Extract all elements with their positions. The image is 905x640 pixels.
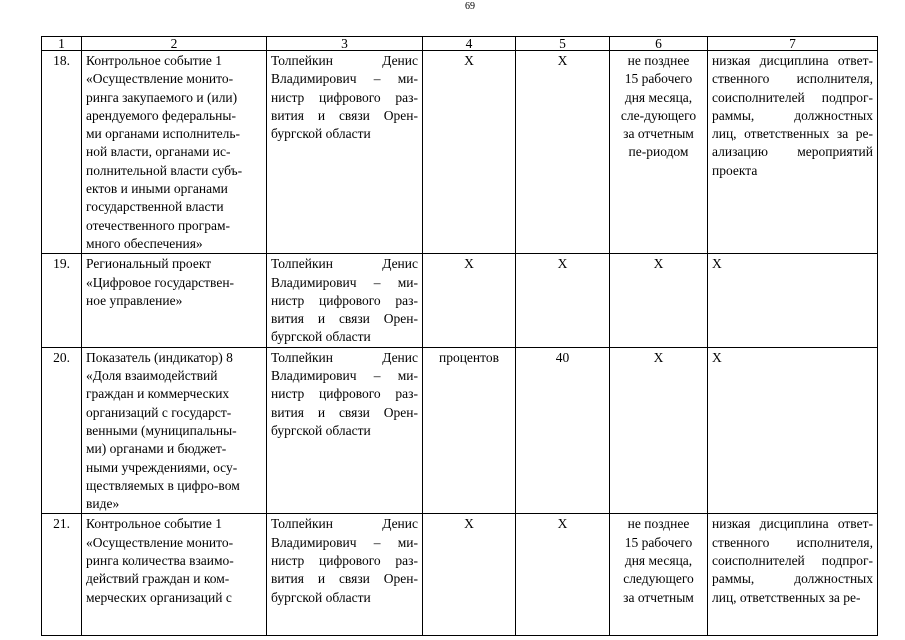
header-cell: 4 xyxy=(423,37,516,51)
cell-line: государственной власти xyxy=(86,199,224,215)
cell-line: Толпейкин Денис xyxy=(271,256,418,272)
risk-cell xyxy=(708,51,878,254)
cell-line: Х xyxy=(712,349,722,365)
cell-line: пе-риодом xyxy=(628,144,689,160)
cell-line: дня месяца, xyxy=(624,553,693,569)
cell-line: ми органами исполнитель- xyxy=(86,126,241,142)
unit-cell: Х xyxy=(423,51,516,254)
deadline-cell xyxy=(610,514,708,636)
responsible-person-cell xyxy=(267,51,423,254)
cell-line: вития и связи Орен- xyxy=(271,107,418,123)
cell-line: раммы, должностных xyxy=(712,107,873,123)
cell-line: ринга закупаемого и (или) xyxy=(86,89,238,105)
cell-line: бургской области xyxy=(271,126,371,142)
measures-table xyxy=(41,36,878,636)
cell-line: ственного исполнителя, xyxy=(712,534,873,550)
cell-line: Толпейкин Денис xyxy=(271,516,418,532)
cell-line: Региональный проект xyxy=(86,256,212,272)
cell-line: ринга количества взаимо- xyxy=(86,553,234,569)
value-cell: Х xyxy=(516,514,610,636)
cell-line: нистр цифрового раз- xyxy=(271,89,418,105)
cell-line: арендуемого федеральны- xyxy=(86,107,236,123)
cell-line: виде» xyxy=(86,496,120,512)
cell-line: низкая дисциплина ответ- xyxy=(712,516,873,532)
row-number-cell: 18. xyxy=(42,51,82,254)
cell-line: Х xyxy=(653,349,664,365)
cell-line: организаций с государст- xyxy=(86,404,232,420)
cell-line: следующего xyxy=(623,571,694,587)
row-number-cell: 21. xyxy=(42,514,82,636)
cell-line: бургской области xyxy=(271,329,371,345)
table-row xyxy=(42,254,878,347)
cell-line: не позднее xyxy=(627,53,690,68)
cell-line: вития и связи Орен- xyxy=(271,571,418,587)
unit-cell: Х xyxy=(423,254,516,347)
event-name-cell xyxy=(82,347,267,514)
cell-line: соисполнителей подпрог- xyxy=(712,553,873,569)
cell-line: ализацию мероприятий xyxy=(712,144,873,160)
value-cell: 40 xyxy=(516,347,610,514)
cell-line: ственного исполнителя, xyxy=(712,71,873,87)
risk-cell xyxy=(708,347,878,514)
cell-line: Х xyxy=(653,256,664,272)
responsible-person-cell xyxy=(267,347,423,514)
cell-line: Контрольное событие 1 xyxy=(86,53,223,68)
cell-line: вития и связи Орен- xyxy=(271,311,418,327)
cell-line: проекта xyxy=(712,162,758,178)
deadline-cell xyxy=(610,347,708,514)
responsible-person-cell xyxy=(267,254,423,347)
cell-line: бургской области xyxy=(271,422,371,438)
value-cell: Х xyxy=(516,254,610,347)
header-cell: 1 xyxy=(42,37,82,51)
event-name-cell xyxy=(82,51,267,254)
cell-line: Х xyxy=(712,256,722,272)
cell-line: ными учреждениями, осу- xyxy=(86,459,238,475)
cell-line: «Доля взаимодействий xyxy=(86,368,218,384)
unit-cell: процентов xyxy=(423,347,516,514)
unit-cell: Х xyxy=(423,514,516,636)
cell-line: Владимирович – ми- xyxy=(271,534,418,550)
page-number: 69 xyxy=(465,1,475,12)
cell-line: ществляемых в цифро-вом xyxy=(86,477,240,493)
cell-line: за отчетным xyxy=(623,589,694,605)
cell-line: 15 рабочего xyxy=(624,534,693,550)
cell-line: дня месяца, xyxy=(624,89,693,105)
table-row xyxy=(42,514,878,636)
table-row xyxy=(42,347,878,514)
cell-line: венными (муниципальны- xyxy=(86,422,237,438)
cell-line: бургской области xyxy=(271,589,371,605)
cell-line: не позднее xyxy=(627,516,690,532)
cell-line: ное управление» xyxy=(86,292,183,308)
cell-line: Контрольное событие 1 xyxy=(86,516,223,532)
header-cell: 7 xyxy=(708,37,878,51)
cell-line: соисполнителей подпрог- xyxy=(712,89,873,105)
cell-line: «Цифровое государствен- xyxy=(86,274,235,290)
cell-line: Толпейкин Денис xyxy=(271,349,418,365)
cell-line: нистр цифрового раз- xyxy=(271,386,418,402)
deadline-cell xyxy=(610,254,708,347)
cell-line: Толпейкин Денис xyxy=(271,53,418,68)
cell-line: низкая дисциплина ответ- xyxy=(712,53,873,68)
cell-line: ной власти, органами ис- xyxy=(86,144,231,160)
cell-line: за отчетным xyxy=(623,126,694,142)
cell-line: раммы, должностных xyxy=(712,571,873,587)
table-row xyxy=(42,51,878,254)
cell-line: ектов и иными органами xyxy=(86,181,228,197)
cell-line: «Осуществление монито- xyxy=(86,71,234,87)
cell-line: сле-дующего xyxy=(620,107,697,123)
cell-line: отечественного програм- xyxy=(86,217,230,233)
table-header-row xyxy=(42,37,878,51)
event-name-cell xyxy=(82,514,267,636)
cell-line: вития и связи Орен- xyxy=(271,404,418,420)
risk-cell xyxy=(708,254,878,347)
header-cell: 6 xyxy=(610,37,708,51)
value-cell: Х xyxy=(516,51,610,254)
cell-line: много обеспечения» xyxy=(86,235,203,251)
cell-line: нистр цифрового раз- xyxy=(271,553,418,569)
cell-line: Владимирович – ми- xyxy=(271,274,418,290)
cell-line: мерческих организаций с xyxy=(86,589,232,605)
row-number-cell: 20. xyxy=(42,347,82,514)
cell-line: Владимирович – ми- xyxy=(271,368,418,384)
cell-line: полнительной власти субъ- xyxy=(86,162,243,178)
cell-line: лиц, ответственных за ре- xyxy=(712,126,873,142)
header-cell: 5 xyxy=(516,37,610,51)
cell-line: нистр цифрового раз- xyxy=(271,292,418,308)
risk-cell xyxy=(708,514,878,636)
cell-line: 15 рабочего xyxy=(624,71,693,87)
row-number-cell: 19. xyxy=(42,254,82,347)
cell-line: «Осуществление монито- xyxy=(86,534,234,550)
cell-line: Владимирович – ми- xyxy=(271,71,418,87)
header-cell: 3 xyxy=(267,37,423,51)
cell-line: ми) органами и бюджет- xyxy=(86,441,227,457)
cell-line: граждан и коммерческих xyxy=(86,386,230,402)
header-cell: 2 xyxy=(82,37,267,51)
deadline-cell xyxy=(610,51,708,254)
cell-line: лиц, ответственных за ре- xyxy=(712,589,861,605)
responsible-person-cell xyxy=(267,514,423,636)
event-name-cell xyxy=(82,254,267,347)
cell-line: действий граждан и ком- xyxy=(86,571,230,587)
cell-line: Показатель (индикатор) 8 xyxy=(86,349,233,365)
